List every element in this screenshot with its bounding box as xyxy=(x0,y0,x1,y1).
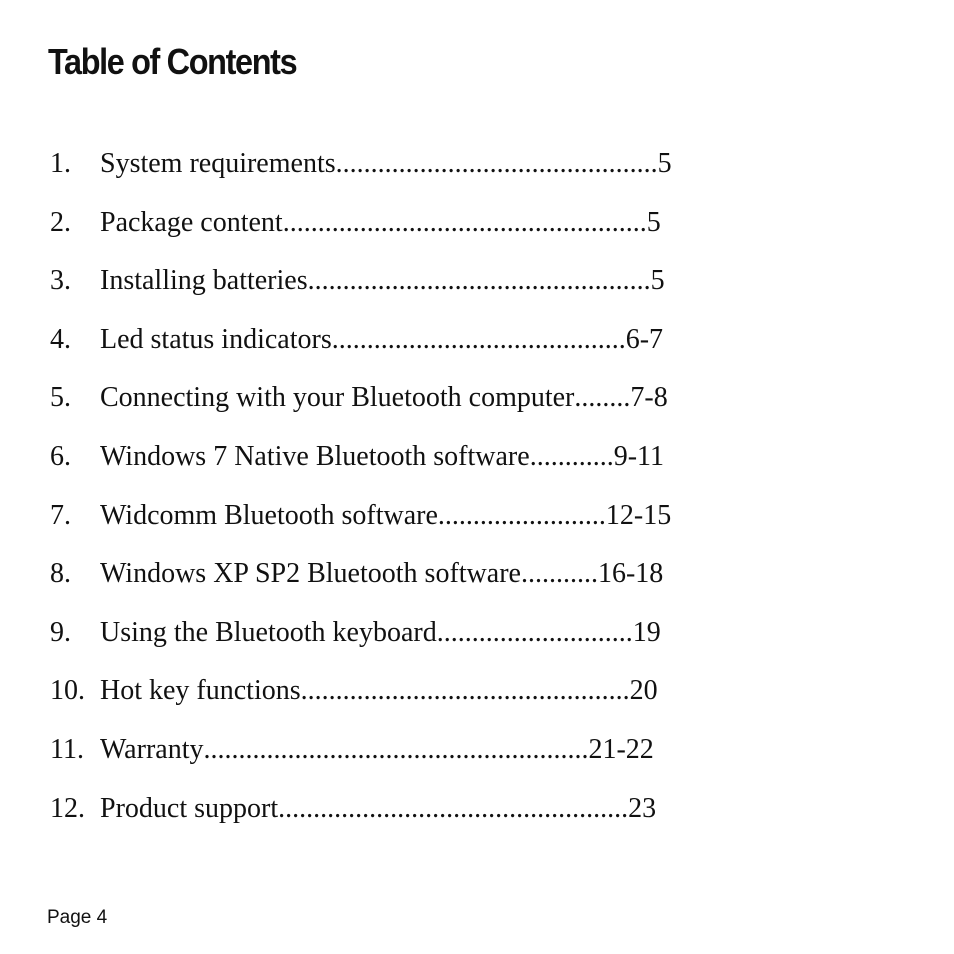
toc-number: 2. xyxy=(50,206,71,238)
toc-dots: ............ xyxy=(529,440,614,472)
toc-text: System requirements xyxy=(100,148,336,179)
toc-page: 12-15 xyxy=(605,499,672,531)
toc-number: 12. xyxy=(50,792,85,824)
toc-item-2 xyxy=(50,206,672,268)
toc-dots: .......................................... xyxy=(331,323,626,355)
toc-text: Warranty xyxy=(100,733,204,765)
toc-page: 23 xyxy=(628,792,657,824)
toc-page: 21-22 xyxy=(588,733,654,765)
toc-dots: .................................................. xyxy=(278,792,629,824)
toc-page: 16-18 xyxy=(597,558,664,590)
toc-page: 19 xyxy=(632,616,661,648)
toc-number: 3. xyxy=(50,265,71,297)
toc-item-4 xyxy=(50,323,672,385)
toc-number: 7. xyxy=(50,499,71,531)
toc-dots: ........... xyxy=(520,558,598,590)
toc-dots: ........................ xyxy=(437,499,606,531)
toc-page: 20 xyxy=(629,675,658,707)
toc-number: 6. xyxy=(50,440,71,472)
toc-number: 1. xyxy=(50,148,71,179)
toc-item-6 xyxy=(50,440,672,502)
toc-dots: ........ xyxy=(574,382,631,414)
toc-dots: ....................................................... xyxy=(203,733,589,765)
toc-text: Widcomm Bluetooth software xyxy=(100,499,438,531)
page-number: Page 4 xyxy=(47,907,108,928)
toc-item-7 xyxy=(50,499,672,561)
toc-item-11 xyxy=(50,733,672,795)
toc-text: Using the Bluetooth keyboard xyxy=(100,616,437,648)
toc-item-8 xyxy=(50,560,672,619)
toc-item-9 xyxy=(50,616,672,678)
toc-item-5 xyxy=(50,384,672,443)
toc-text: Hot key functions xyxy=(100,675,301,707)
toc-dots: .............................................. xyxy=(335,148,658,179)
toc-text: Connecting with your Bluetooth computer xyxy=(100,382,575,414)
toc-page: 6-7 xyxy=(625,323,664,355)
toc-page: 7-8 xyxy=(630,382,668,414)
toc-page: 5 xyxy=(657,148,672,179)
table-of-contents xyxy=(50,150,672,853)
toc-text: Product support xyxy=(100,792,279,824)
toc-text: Windows 7 Native Bluetooth software xyxy=(100,440,530,472)
toc-page: 9-11 xyxy=(613,440,664,472)
toc-number: 10. xyxy=(50,675,85,707)
toc-dots: ............................................... xyxy=(300,675,630,707)
toc-text: Led status indicators xyxy=(100,323,332,355)
toc-dots: ................................................. xyxy=(307,265,651,297)
toc-number: 11. xyxy=(50,733,84,765)
toc-dots: ............................ xyxy=(436,616,633,648)
toc-dots: .................................................... xyxy=(282,206,647,238)
page-title: Table of Contents xyxy=(48,41,297,82)
toc-text: Installing batteries xyxy=(100,265,308,297)
toc-text: Package content xyxy=(100,206,283,238)
toc-number: 5. xyxy=(50,382,71,414)
toc-text: Windows XP SP2 Bluetooth software xyxy=(100,558,521,590)
toc-number: 4. xyxy=(50,323,71,355)
toc-page: 5 xyxy=(650,265,665,297)
toc-item-10 xyxy=(50,677,672,736)
toc-item-1 xyxy=(50,150,672,209)
toc-number: 8. xyxy=(50,558,71,590)
toc-item-12 xyxy=(50,792,672,854)
toc-item-3 xyxy=(50,267,672,326)
toc-number: 9. xyxy=(50,616,71,648)
toc-page: 5 xyxy=(646,206,661,238)
